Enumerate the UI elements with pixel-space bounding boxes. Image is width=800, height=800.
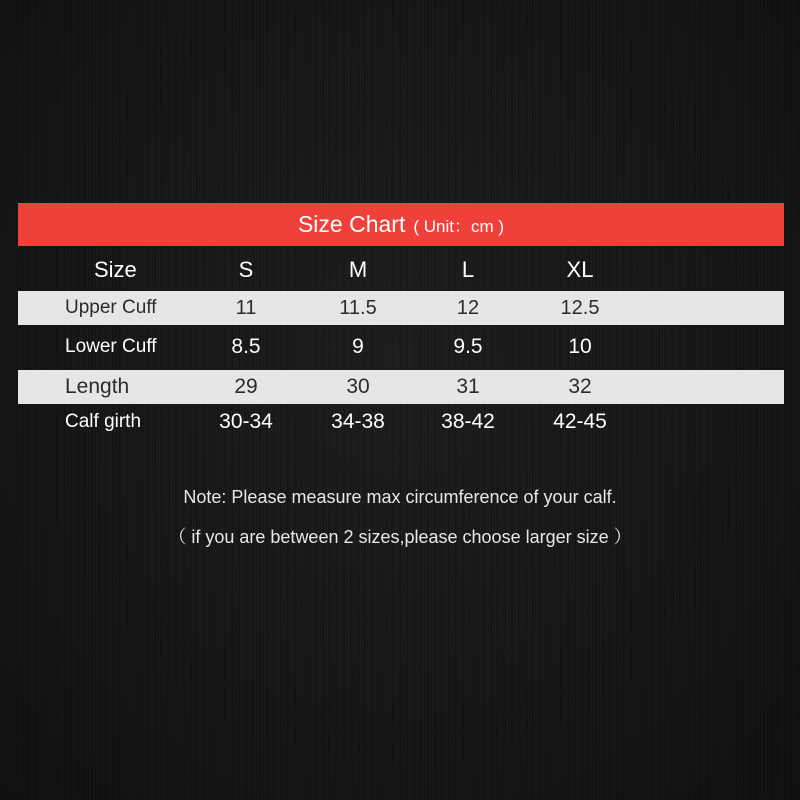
measurement-note: Note: Please measure max circumference of your calf. [183, 487, 617, 507]
calf-girth-xl: 42-45 [553, 410, 607, 433]
calf-girth-m: 34-38 [331, 410, 385, 433]
size-advice-note: （ if you are between 2 sizes,please choose larger size ） [168, 527, 632, 547]
size-header-m: M [348, 257, 368, 282]
size-header-xl: XL [566, 257, 594, 282]
lower-cuff-row [18, 330, 784, 364]
length-label: Length [65, 375, 130, 398]
lower-cuff-label: Lower Cuff [65, 336, 157, 357]
calf-girth-label: Calf girth [65, 411, 142, 432]
length-s: 29 [234, 375, 258, 398]
size-header-row [18, 253, 784, 287]
upper-cuff-m: 11.5 [339, 296, 377, 319]
size-header-s: S [238, 257, 254, 282]
lower-cuff-m: 9 [352, 335, 364, 358]
upper-cuff-l: 12 [456, 296, 480, 319]
upper-cuff-xl: 12.5 [560, 296, 600, 319]
size-chart-unit: ( Unit：cm ) [413, 217, 505, 236]
calf-girth-l: 38-42 [441, 410, 495, 433]
size-chart-banner [18, 203, 784, 246]
calf-girth-s: 30-34 [219, 410, 273, 433]
length-l: 31 [456, 375, 480, 398]
size-header-l: L [461, 257, 475, 282]
length-row [18, 370, 784, 404]
lower-cuff-s: 8.5 [231, 335, 261, 358]
upper-cuff-s: 11 [235, 296, 257, 319]
upper-cuff-row [18, 291, 784, 325]
length-m: 30 [346, 375, 370, 398]
size-chart-title: Size Chart [297, 211, 406, 237]
size-header-label: Size [94, 257, 137, 282]
lower-cuff-xl: 10 [568, 335, 592, 358]
calf-girth-row [18, 405, 784, 439]
upper-cuff-label: Upper Cuff [65, 297, 157, 318]
lower-cuff-l: 9.5 [453, 335, 483, 358]
length-xl: 32 [568, 375, 592, 398]
